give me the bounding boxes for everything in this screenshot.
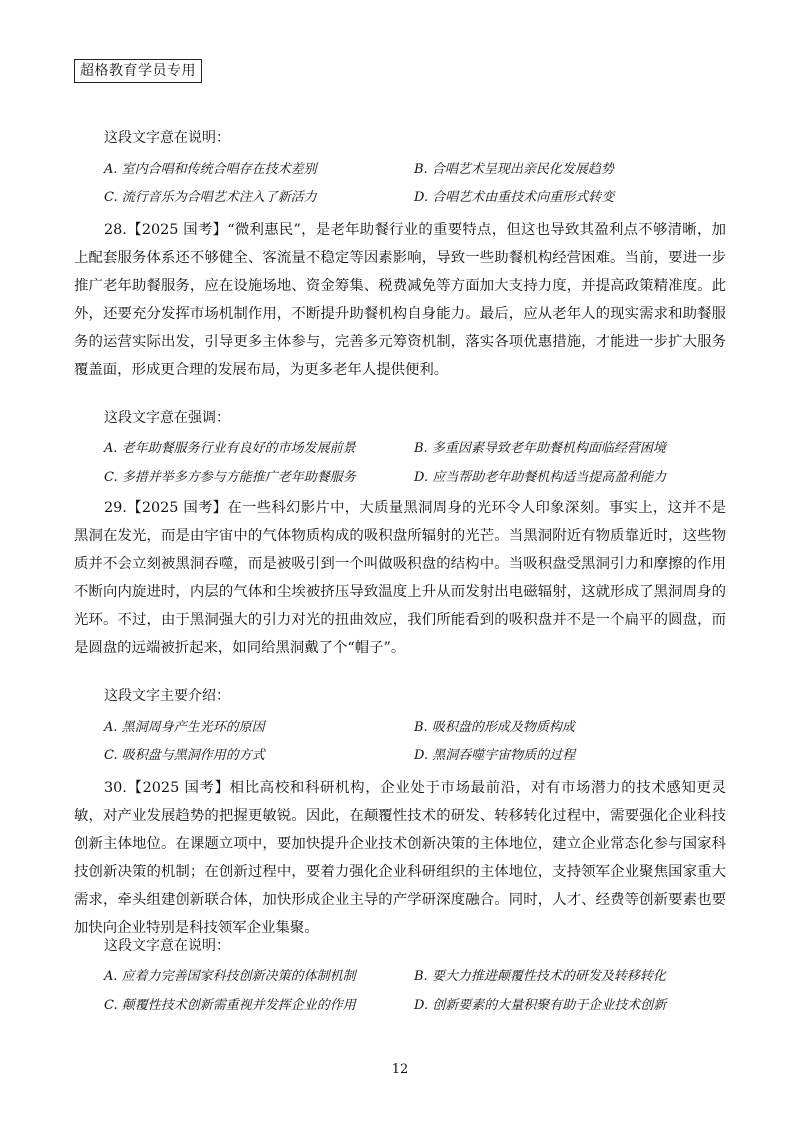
question-lead: 这段文字意在强调： xyxy=(104,410,230,426)
question-lead: 这段文字意在说明： xyxy=(104,938,230,954)
option-d: D. 黑洞吞噬宇宙物质的过程 xyxy=(414,748,576,763)
option-a: A. 老年助餐服务行业有良好的市场发展前景 xyxy=(104,441,356,456)
question-29-text: 29.【2025 国考】在一些科幻影片中，大质量黑洞周身的光环令人印象深刻。事实上，这并不是黑洞在发光，而是由宇宙中的气体物质构成的吸积盘所辐射的光芒。当黑洞附近有物质靠近时，这些物质并不会立刻被黑洞吞噬，而是被吸引到一个叫做吸积盘的结构中。当吸积盘受黑洞引力和摩擦的作用不断向内旋进时，内层的气体和尘埃被挤压导致温度上升从而发射出电磁辐射，这就形成了黑洞周身的光环。不过，由于黑洞强大的引力对光的扭曲效应，我们所能看到的吸积盘并不是一个扁平的圆盘，而是圆盘的远端被折起来，如同给黑洞戴了个“帽子”。 xyxy=(74,500,726,656)
option-d: D. 创新要素的大量积聚有助于企业技术创新 xyxy=(414,998,667,1013)
option-b: B. 吸积盘的形成及物质构成 xyxy=(414,720,575,735)
option-c: C. 吸积盘与黑洞作用的方式 xyxy=(104,748,265,763)
option-c: C. 流行音乐为合唱艺术注入了新活力 xyxy=(104,190,317,205)
option-b: B. 合唱艺术呈现出亲民化发展趋势 xyxy=(414,162,614,177)
question-lead: 这段文字主要介绍： xyxy=(104,688,230,704)
question-30-text: 30.【2025 国考】相比高校和科研机构，企业处于市场最前沿，对有市场潜力的技术感知更灵敏，对产业发展趋势的把握更敏锐。因此，在颠覆性技术的研发、转移转化过程中，需要强化企业科技创新主体地位。在课题立项中，要加快提升企业技术创新决策的主体地位，建立企业常态化参与国家科技创新决策的机制；在创新过程中，要着力强化企业科研组织的主体地位，支持领军企业聚焦国家重大需求，牵头组建创新联合体，加快形成企业主导的产学研深度融合。同时，人才、经费等创新要素也要加快向企业特别是科技领军企业集聚。 xyxy=(74,780,726,936)
option-c: C. 多措并举多方参与方能推广老年助餐服务 xyxy=(104,470,356,485)
option-a: A. 应着力完善国家科技创新决策的体制机制 xyxy=(104,969,356,984)
option-a: A. 室内合唱和传统合唱存在技术差别 xyxy=(104,162,317,177)
question-lead: 这段文字意在说明： xyxy=(104,130,230,146)
question-28-text: 28.【2025 国考】“微利惠民”，是老年助餐行业的重要特点，但这也导致其盈利点不够清晰，加上配套服务体系还不够健全、客流量不稳定等因素影响，导致一些助餐机构经营困难。当前，要进一步推广老年助餐服务，应在设施场地、资金筹集、税费减免等方面加大支持力度，并提高政策精准度。此外，还要充分发挥市场机制作用，不断提升助餐机构自身能力。最后，应从老年人的现实需求和助餐服务的运营实际出发，引导更多主体参与，完善多元筹资机制，落实各项优惠措施，才能进一步扩大服务覆盖面，形成更合理的发展布局，为更多老年人提供便利。 xyxy=(74,222,726,378)
option-c: C. 颠覆性技术创新需重视并发挥企业的作用 xyxy=(104,998,356,1013)
option-d: D. 合唱艺术由重技术向重形式转变 xyxy=(414,190,615,205)
option-d: D. 应当帮助老年助餐机构适当提高盈利能力 xyxy=(414,470,667,485)
option-b: B. 要大力推进颠覆性技术的研发及转移转化 xyxy=(414,969,666,984)
page-number: 12 xyxy=(391,1062,409,1077)
watermark-header: 超格教育学员专用 xyxy=(74,59,202,83)
option-b: B. 多重因素导致老年助餐机构面临经营困境 xyxy=(414,441,666,456)
option-a: A. 黑洞周身产生光环的原因 xyxy=(104,720,265,735)
